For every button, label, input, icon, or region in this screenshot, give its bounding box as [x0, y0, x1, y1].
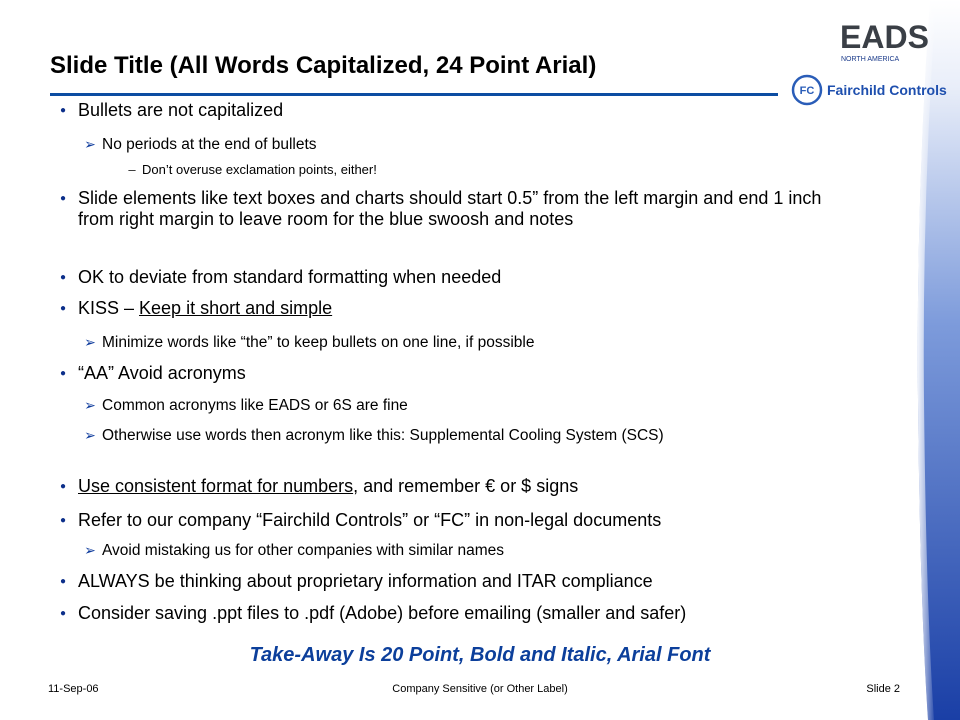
arrow-bullet-icon: ➢ — [84, 397, 96, 413]
bullet-dot-icon: ● — [59, 481, 67, 492]
arrow-bullet-icon: ➢ — [84, 136, 96, 152]
arrow-bullet-icon: ➢ — [84, 542, 96, 558]
bullet-text-underlined: Keep it short and simple — [139, 298, 333, 318]
bullet-text: ALWAYS be thinking about proprietary information and ITAR compliance — [78, 571, 653, 591]
bullet-text — [78, 476, 578, 497]
dash-bullet-icon: – — [128, 162, 136, 177]
bullet-item — [48, 267, 501, 288]
arrow-bullet-icon: ➢ — [84, 334, 96, 350]
sub-bullet-text: No periods at the end of bullets — [102, 136, 317, 153]
bullet-text: Slide elements like text boxes and charts should start 0.5” from the left margin and end 1 inch from right margin to leave room for the blue swoosh and notes — [78, 188, 822, 229]
bullet-text-suffix: , and remember € or $ signs — [353, 476, 579, 496]
bullet-dot-icon: ● — [59, 368, 67, 379]
sub-bullet-item — [48, 135, 317, 154]
bullet-text — [78, 298, 332, 319]
bullet-dot-icon: ● — [59, 193, 67, 204]
sub-bullet-text: Minimize words like “the” to keep bullets on one line, if possible — [102, 334, 535, 351]
eads-logo-subtext: NORTH AMERICA — [841, 56, 900, 63]
bullet-text: Bullets are not capitalized — [78, 100, 284, 120]
blue-swoosh — [870, 0, 960, 720]
eads-logo-text: EADS — [840, 19, 929, 55]
bullet-dot-icon: ● — [59, 515, 67, 526]
footer-date: 11-Sep-06 — [48, 683, 99, 695]
eads-logo — [840, 18, 940, 68]
bullet-item — [48, 603, 848, 624]
sub-bullet-text: Avoid mistaking us for other companies with similar names — [102, 542, 505, 559]
bullet-item — [48, 571, 653, 592]
bullet-text: Consider saving .ppt files to .pdf (Adobe) before emailing (smaller and safer) — [78, 603, 687, 623]
bullet-item — [48, 476, 578, 497]
bullet-item — [48, 188, 848, 230]
sub-bullet-item — [48, 333, 535, 352]
sub-bullet-item — [48, 396, 408, 415]
fc-badge-text: FC — [799, 85, 815, 97]
arrow-bullet-icon: ➢ — [84, 427, 96, 443]
footer-label: Company Sensitive (or Other Label) — [392, 683, 568, 695]
bullet-item — [48, 363, 246, 384]
bullet-dot-icon: ● — [59, 105, 67, 116]
slide-title: Slide Title (All Words Capitalized, 24 Point Arial) — [50, 52, 597, 79]
sub-sub-bullet-item — [48, 162, 377, 178]
footer-slide-number: Slide 2 — [866, 683, 900, 695]
bullet-dot-icon: ● — [59, 272, 67, 283]
takeaway-text: Take-Away Is 20 Point, Bold and Italic, Arial Font — [249, 644, 711, 666]
fc-logo-text: Fairchild Controls — [827, 82, 947, 98]
bullet-dot-icon: ● — [59, 576, 67, 587]
bullet-dot-icon: ● — [59, 608, 67, 619]
bullet-dot-icon: ● — [59, 303, 67, 314]
bullet-item — [48, 510, 661, 531]
sub-bullet-item — [48, 541, 504, 560]
sub-sub-bullet-text: Don’t overuse exclamation points, either! — [142, 162, 377, 177]
bullet-text: OK to deviate from standard formatting when needed — [78, 267, 502, 287]
fairchild-controls-logo — [791, 73, 953, 107]
sub-bullet-text: Common acronyms like EADS or 6S are fine — [102, 397, 408, 414]
bullet-text-underlined: Use consistent format for numbers — [78, 476, 354, 496]
bullet-item — [48, 100, 283, 121]
title-rule — [50, 93, 778, 96]
sub-bullet-text: Otherwise use words then acronym like this: Supplemental Cooling System (SCS) — [102, 427, 664, 444]
sub-bullet-item — [48, 426, 848, 445]
bullet-text: Refer to our company “Fairchild Controls” or “FC” in non-legal documents — [78, 510, 662, 530]
bullet-item — [48, 298, 332, 319]
bullet-text: “AA” Avoid acronyms — [78, 363, 246, 383]
bullet-text-prefix: KISS – — [78, 298, 140, 318]
